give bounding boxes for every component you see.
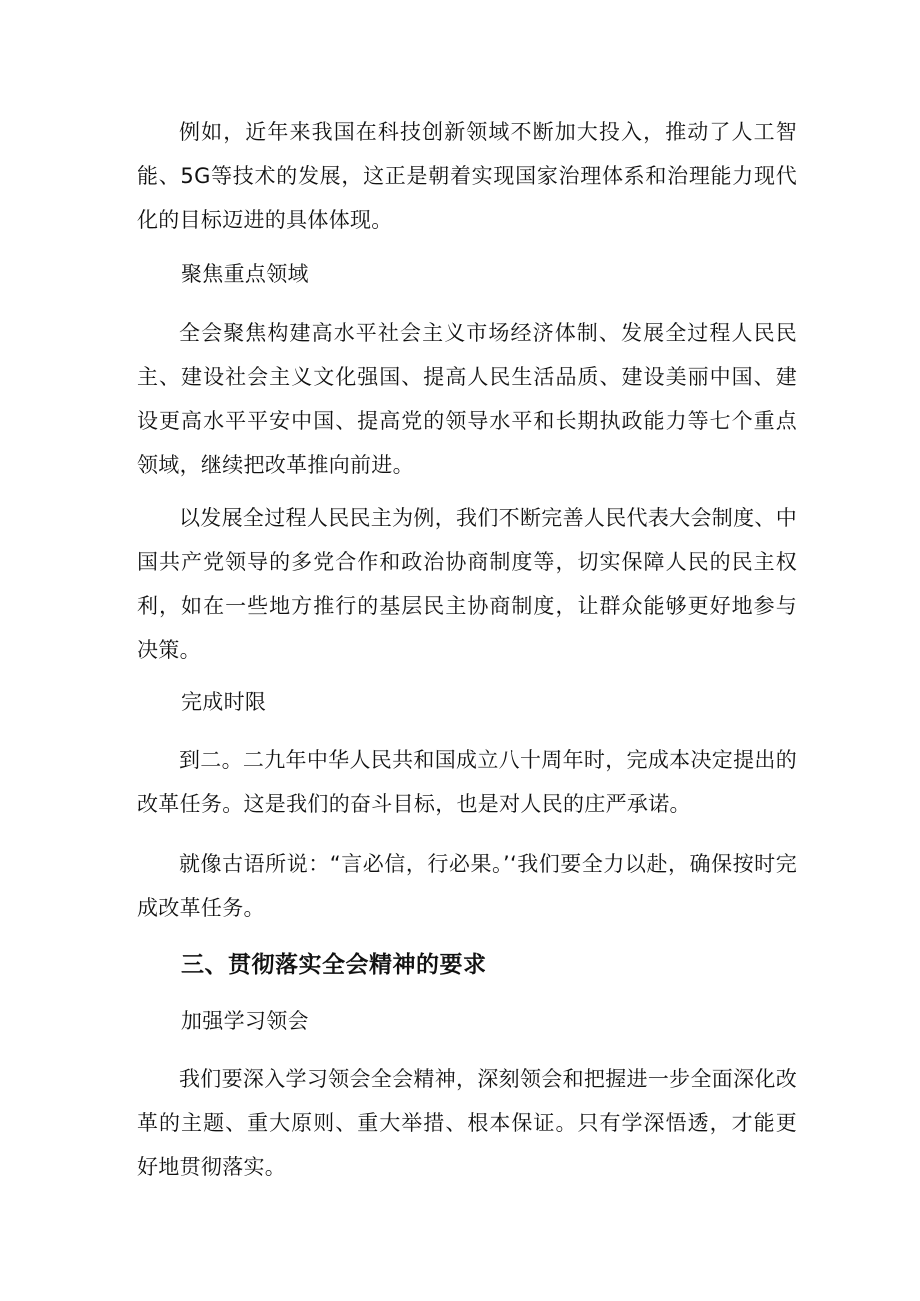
paragraph-deadline: 到二。二九年中华人民共和国成立八十周年时，完成本决定提出的改革任务。这是我们的奋斗目标，也是对人民的庄严承诺。	[137, 748, 797, 816]
subheading-study: 加强学习领会	[181, 1009, 309, 1033]
subheading-deadline: 完成时限	[181, 690, 267, 714]
subheading-key-areas: 聚焦重点领域	[181, 262, 309, 286]
paragraph-study: 我们要深入学习领会全会精神，深刻领会和把握进一步全面深化改革的主题、重大原则、重大举措、根本保证。只有学深悟透，才能更好地贯彻落实。	[137, 1067, 797, 1179]
paragraph-tech-innovation: 例如，近年来我国在科技创新领域不断加大投入，推动了人工智能、5G等技术的发展，这正是朝着实现国家治理体系和治理能力现代化的目标迈进的具体体现。	[137, 120, 797, 232]
paragraph-ancient-saying: 就像古语所说：“言必信，行必果。’‘我们要全力以赴，确保按时完成改革任务。	[137, 852, 797, 920]
paragraph-democracy: 以发展全过程人民民主为例，我们不断完善人民代表大会制度、中国共产党领导的多党合作和政治协商制度等，切实保障人民的民主权利，如在一些地方推行的基层民主协商制度，让群众能够更好地参与决策。	[137, 506, 797, 662]
paragraph-key-areas: 全会聚焦构建高水平社会主义市场经济体制、发展全过程人民民主、建设社会主义文化强国、提高人民生活品质、建设美丽中国、建设更高水平平安中国、提高党的领导水平和长期执政能力等七个重点领域，继续把改革推向前进。	[137, 321, 797, 477]
section-heading-three: 三、贯彻落实全会精神的要求	[181, 952, 487, 978]
